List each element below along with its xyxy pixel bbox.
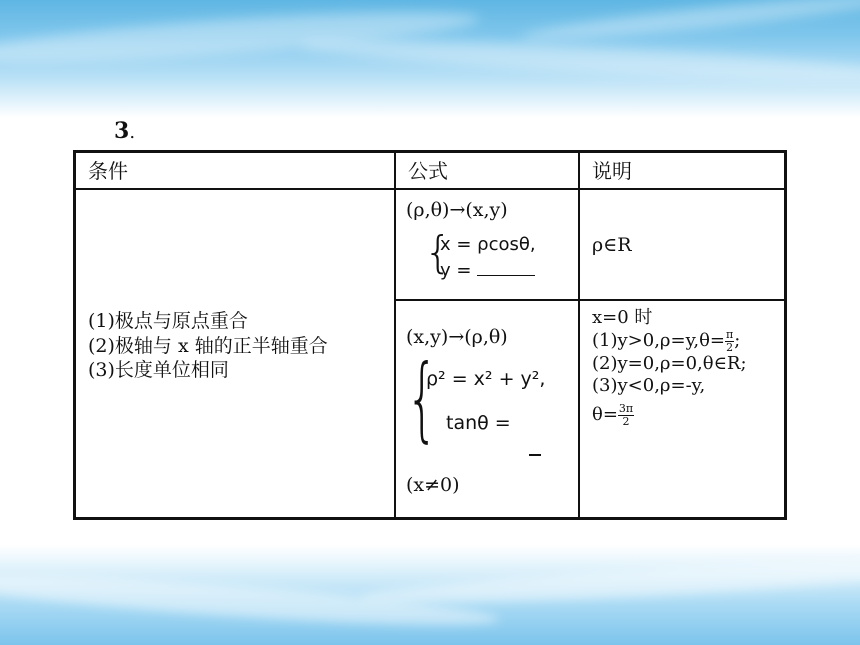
polar-conversion-table — [73, 150, 787, 520]
background-bottom-banner — [0, 545, 860, 645]
blank-underline — [529, 454, 541, 456]
note-case-line: x=0 时 — [592, 307, 653, 328]
left-brace-icon: { — [406, 345, 439, 452]
formula-title-cartesian-to-polar: (x,y)→(ρ,θ) — [406, 326, 508, 348]
header-note: 说明 — [592, 159, 632, 183]
left-brace-icon: { — [424, 227, 452, 278]
formula-x-nonzero: (x≠0) — [406, 474, 460, 496]
formula-rho-squared: ρ² = x² + y², — [426, 368, 546, 390]
header-condition: 条件 — [88, 159, 128, 183]
note-rho-real: ρ∈R — [592, 234, 632, 256]
condition-list — [88, 309, 328, 383]
formula-y: y = — [440, 259, 535, 282]
note-case-line: (3)y<0,ρ=-y, — [592, 375, 706, 396]
fraction: $\frac{\pi}{2}$ — [726, 327, 734, 354]
header-formula: 公式 — [408, 159, 448, 183]
condition-item: (1)极点与原点重合 — [88, 310, 248, 332]
formula-title-polar-to-cartesian: (ρ,θ)→(x,y) — [406, 199, 508, 221]
note-cases — [592, 307, 747, 427]
condition-item: (2)极轴与 x 轴的正半轴重合 — [88, 334, 328, 357]
condition-item: (3)长度单位相同 — [88, 359, 229, 382]
formula-tan-theta: tanθ = — [446, 412, 511, 434]
note-case-line: θ= $\frac{3\pi}{2}$ — [592, 401, 634, 428]
fraction: $\frac{3\pi}{2}$ — [618, 401, 634, 428]
note-case-line: (2)y=0,ρ=0,θ∈R; — [592, 353, 747, 375]
formula-x: x = ρcosθ, — [440, 234, 536, 255]
section-number: 3. — [114, 118, 136, 144]
background-top-banner — [0, 0, 860, 118]
note-case-line: (1)y>0,ρ=y,θ= $\frac{\pi}{2}$ ; — [592, 327, 741, 354]
